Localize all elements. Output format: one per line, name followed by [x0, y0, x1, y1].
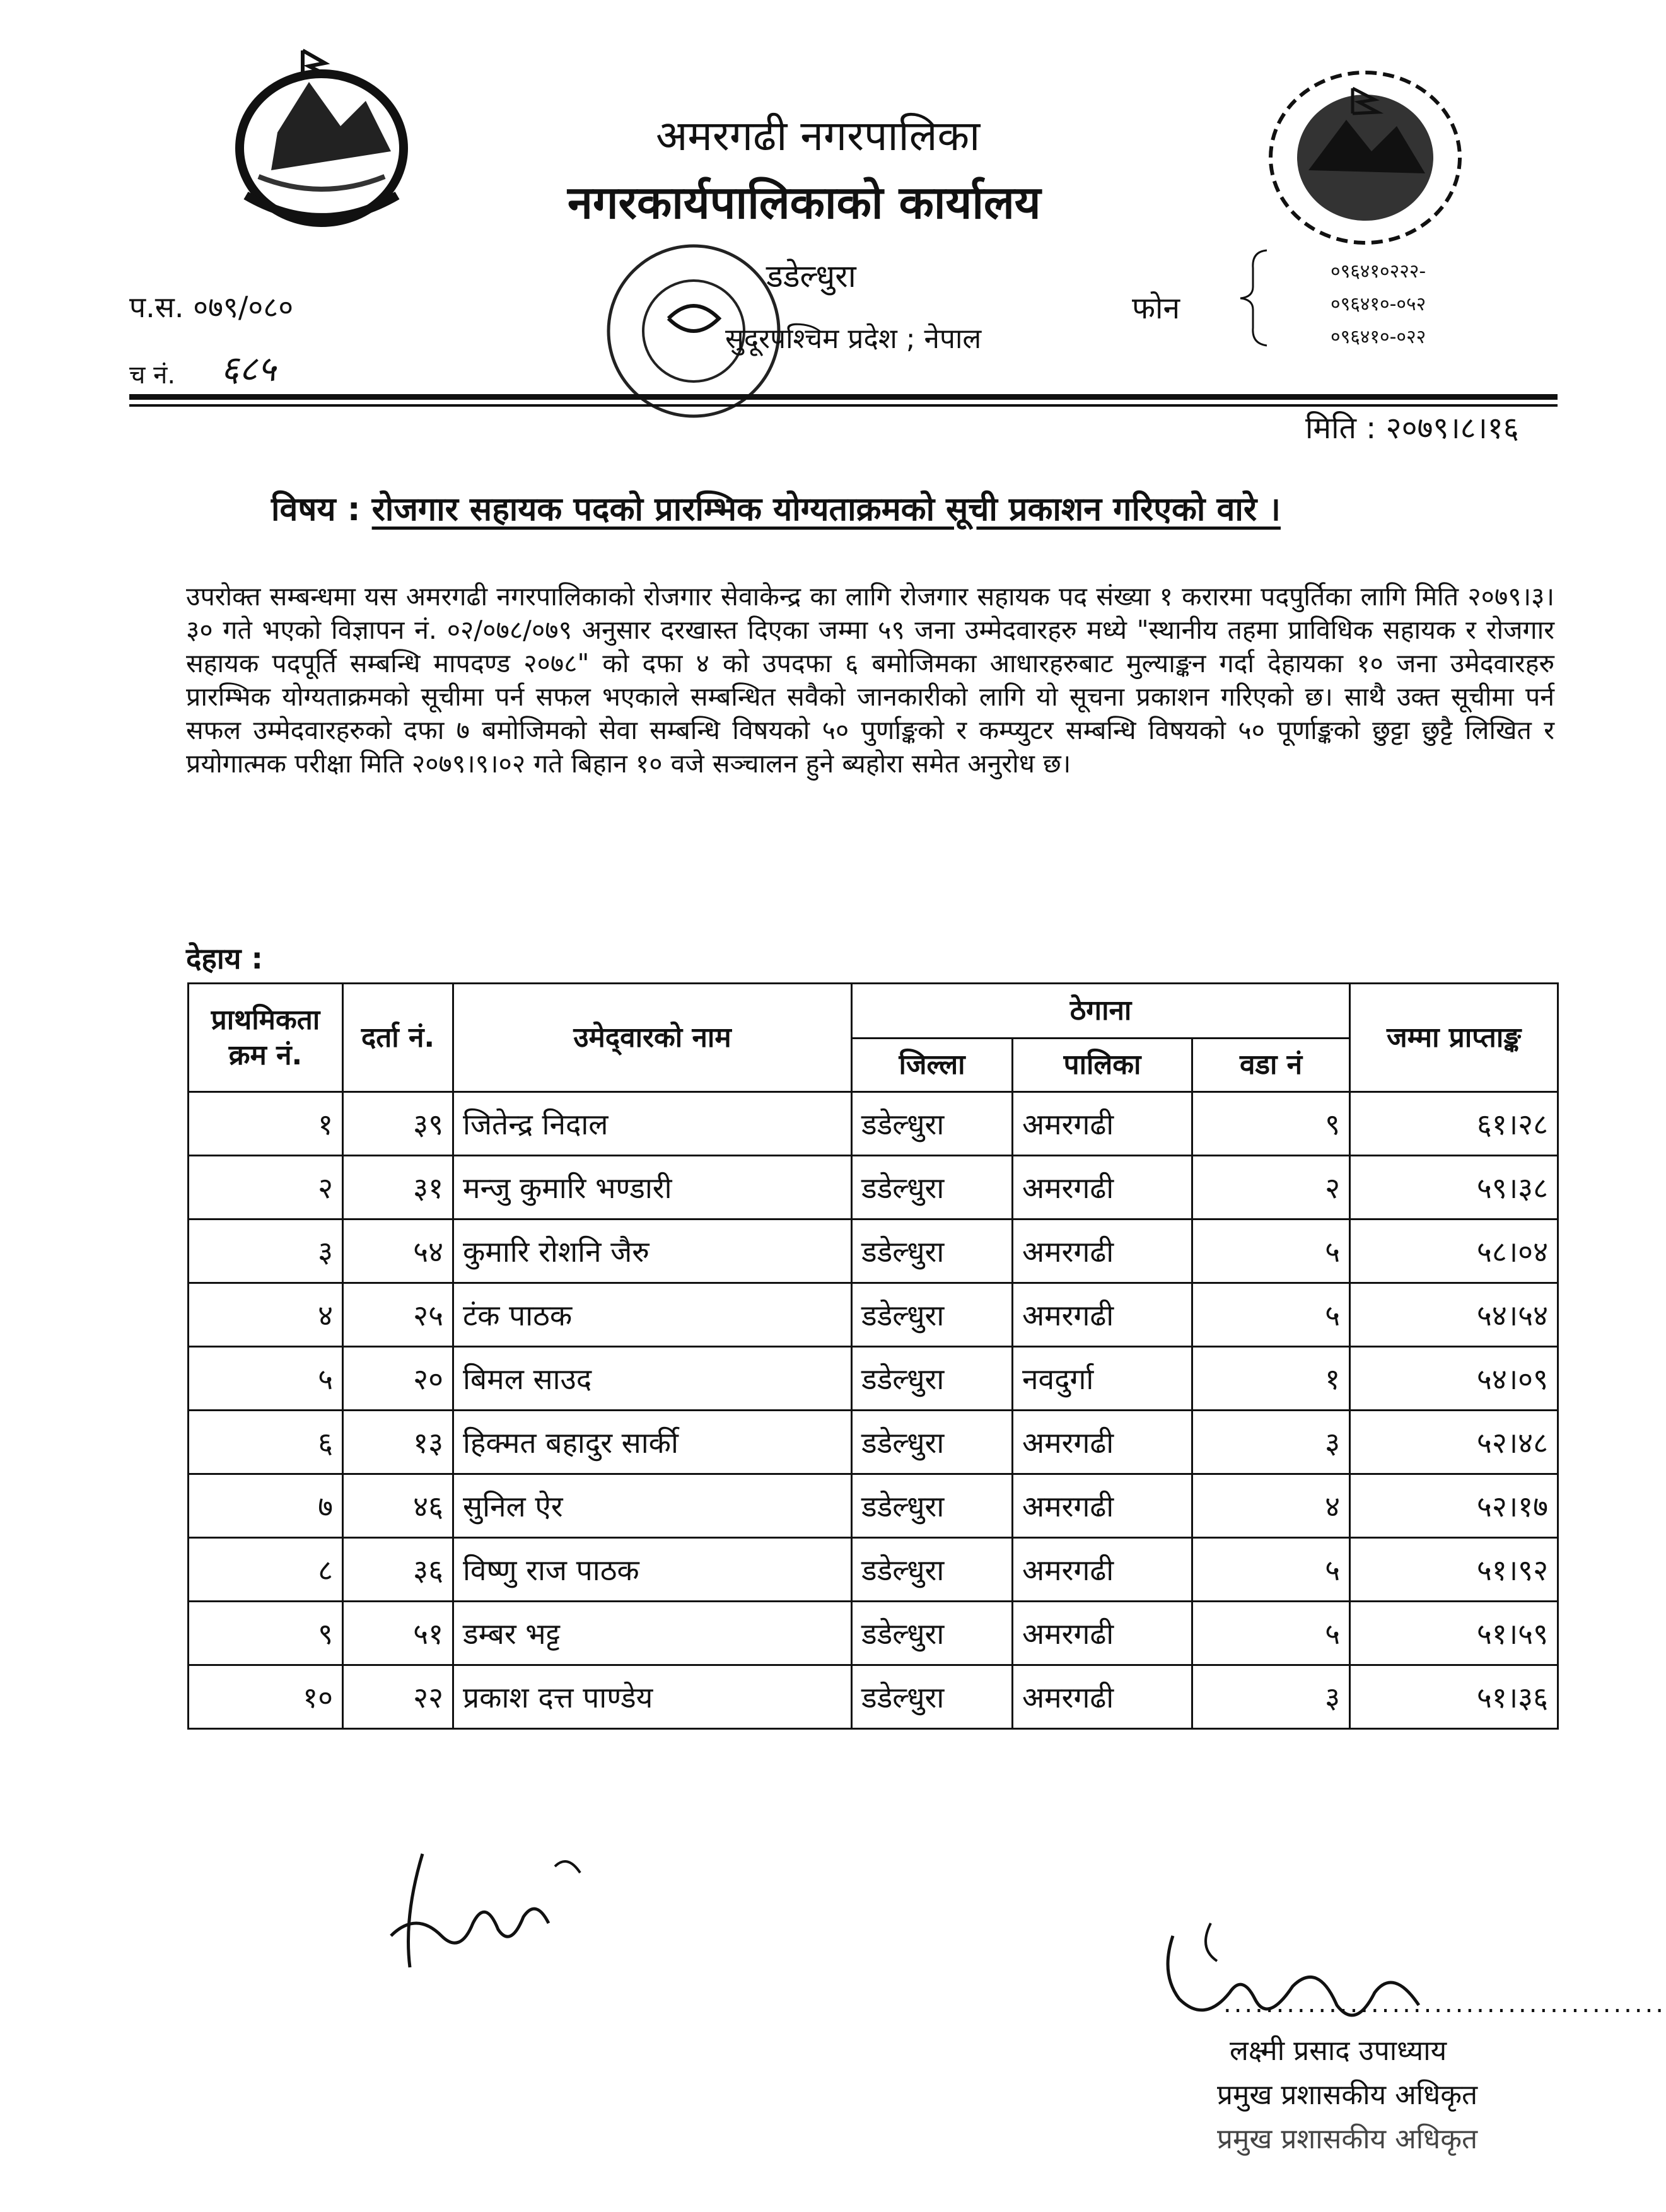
- cell-reg-no: २२: [343, 1665, 453, 1729]
- cell-district: डडेल्धुरा: [852, 1474, 1013, 1538]
- reference-number: प.स. ०७९/०८०: [129, 290, 294, 324]
- table-row: [189, 1538, 1558, 1602]
- header-total: जम्मा प्राप्ताङ्क: [1350, 984, 1558, 1092]
- cell-palika: अमरगढी: [1013, 1538, 1192, 1602]
- cell-rank: २: [189, 1156, 343, 1220]
- header-divider: [129, 394, 1558, 400]
- cell-reg-no: ३१: [343, 1156, 453, 1220]
- cell-rank: ७: [189, 1474, 343, 1538]
- cell-rank: ३: [189, 1220, 343, 1283]
- header-district: जिल्ला: [852, 1039, 1013, 1092]
- table-row: [189, 1283, 1558, 1347]
- municipality-seal-logo: [1258, 63, 1472, 252]
- brace-icon: [1239, 249, 1268, 347]
- cell-reg-no: ५१: [343, 1602, 453, 1665]
- cell-palika: अमरगढी: [1013, 1283, 1192, 1347]
- cell-ward: ५: [1192, 1602, 1350, 1665]
- cell-palika: अमरगढी: [1013, 1156, 1192, 1220]
- cell-name: कुमारि रोशनि जैरु: [453, 1220, 852, 1283]
- cell-district: डडेल्धुरा: [852, 1220, 1013, 1283]
- chalani-label: च नं.: [129, 361, 176, 390]
- cell-total: ५१।९२: [1350, 1538, 1558, 1602]
- signature-line: ..........................................: [1223, 1989, 1666, 2018]
- header-name: उमेद्‌वारको नाम: [453, 984, 852, 1092]
- table-row: [189, 1602, 1558, 1665]
- officer-stamp-title: प्रमुख प्रशासकीय अधिकृत: [1217, 2123, 1478, 2155]
- cell-ward: ३: [1192, 1411, 1350, 1474]
- subject-line: [271, 486, 1281, 530]
- table-row: [189, 1220, 1558, 1283]
- chalani-number: ६८५: [221, 349, 276, 390]
- municipality-name: अमरगढी नगरपालिका: [656, 112, 981, 160]
- district-name: डडेल्धुरा: [766, 258, 856, 294]
- cell-reg-no: ४६: [343, 1474, 453, 1538]
- cell-palika: अमरगढी: [1013, 1411, 1192, 1474]
- phone-label: फोन: [1132, 291, 1180, 326]
- cell-district: डडेल्धुरा: [852, 1538, 1013, 1602]
- subject-label: विषय :: [271, 491, 361, 528]
- cell-reg-no: ३९: [343, 1092, 453, 1156]
- cell-palika: अमरगढी: [1013, 1092, 1192, 1156]
- cell-rank: १०: [189, 1665, 343, 1729]
- left-signature: [366, 1841, 618, 1980]
- cell-district: डडेल्धुरा: [852, 1283, 1013, 1347]
- table-row: [189, 1411, 1558, 1474]
- nepal-emblem-logo: [208, 38, 435, 246]
- cell-district: डडेल्धुरा: [852, 1156, 1013, 1220]
- header-reg-no: दर्ता नं.: [343, 984, 453, 1092]
- cell-name: बिमल साउद: [453, 1347, 852, 1411]
- cell-total: ५१।५९: [1350, 1602, 1558, 1665]
- cell-rank: ५: [189, 1347, 343, 1411]
- cell-palika: अमरगढी: [1013, 1220, 1192, 1283]
- cell-district: डडेल्धुरा: [852, 1347, 1013, 1411]
- cell-ward: ५: [1192, 1283, 1350, 1347]
- cell-total: ५१।३६: [1350, 1665, 1558, 1729]
- office-name: नगरकार्यपालिकाको कार्यालय: [568, 176, 1041, 229]
- table-row: [189, 1665, 1558, 1729]
- phone-numbers: [1331, 255, 1426, 354]
- header-palika: पालिका: [1013, 1039, 1192, 1092]
- cell-district: डडेल्धुरा: [852, 1665, 1013, 1729]
- cell-reg-no: २०: [343, 1347, 453, 1411]
- cell-reg-no: १३: [343, 1411, 453, 1474]
- body-paragraph: उपरोक्त सम्बन्धमा यस अमरगढी नगरपालिकाको रोजगार सेवाकेन्द्र का लागि रोजगार सहायक पद संख्या १ करारमा पदपुर्तिका लागि मिति २०७९।३।३० गते भएको विज्ञापन नं. ०२/०७८/०७९ अनुसार दरखास्त दिएका जम्मा ५९ जना उम्मेदवारहरु मध्ये "स्थानीय तहमा प्राविधिक सहायक र रोजगार सहायक पदपूर्ति सम्बन्धि मापदण्ड २०७८" को दफा ४ को उपदफा ६ बमोजिमका आधारहरुबाट मुल्याङ्कन गर्दा देहायका १० जना उमेदवारहरु प्रारम्भिक योग्यताक्रमको सूचीमा पर्न सफल भएकाले सम्बन्धित सवैको जानकारीको लागि यो सूचना प्रकाशन गरिएको छ। साथै उक्त सूचीमा पर्न सफल उम्मेदवारहरुको दफा ७ बमोजिमको सेवा सम्बन्धि विषयको ५० पुर्णाङ्कको र कम्प्युटर सम्बन्धि विषयको ५० पूर्णाङ्कको छुट्टा छुट्टै लिखित र प्रयोगात्मक परीक्षा मिति २०७९।९।०२ गते बिहान १० वजे सञ्चालन हुने ब्यहोरा समेत अनुरोध छ।: [186, 581, 1554, 779]
- cell-rank: ४: [189, 1283, 343, 1347]
- cell-total: ५८।०४: [1350, 1220, 1558, 1283]
- cell-name: विष्णु राज पाठक: [453, 1538, 852, 1602]
- cell-district: डडेल्धुरा: [852, 1411, 1013, 1474]
- cell-rank: १: [189, 1092, 343, 1156]
- cell-total: ५४।०९: [1350, 1347, 1558, 1411]
- cell-district: डडेल्धुरा: [852, 1092, 1013, 1156]
- table-row: [189, 1092, 1558, 1156]
- cell-total: ५९।३८: [1350, 1156, 1558, 1220]
- cell-name: टंक पाठक: [453, 1283, 852, 1347]
- cell-name: हिक्मत बहादुर सार्की: [453, 1411, 852, 1474]
- cell-total: ६१।२८: [1350, 1092, 1558, 1156]
- table-row: [189, 1347, 1558, 1411]
- cell-total: ५४।५४: [1350, 1283, 1558, 1347]
- table-body: [189, 1092, 1558, 1729]
- phone-number: ०९६४१०२२२-: [1331, 260, 1426, 282]
- cell-ward: १: [1192, 1347, 1350, 1411]
- cell-palika: अमरगढी: [1013, 1602, 1192, 1665]
- phone-number: ०९६४१०-०२२: [1331, 326, 1426, 348]
- cell-palika: अमरगढी: [1013, 1474, 1192, 1538]
- cell-reg-no: २५: [343, 1283, 453, 1347]
- cell-name: मन्जु कुमारि भण्डारी: [453, 1156, 852, 1220]
- cell-name: सुनिल ऐर: [453, 1474, 852, 1538]
- header-address: ठेगाना: [852, 984, 1350, 1039]
- table-row: [189, 1156, 1558, 1220]
- cell-ward: ५: [1192, 1220, 1350, 1283]
- list-label: देहाय :: [186, 941, 263, 975]
- header-ward: वडा नं: [1192, 1039, 1350, 1092]
- cell-ward: २: [1192, 1156, 1350, 1220]
- cell-ward: ९: [1192, 1092, 1350, 1156]
- cell-ward: ३: [1192, 1665, 1350, 1729]
- header-rank: प्राथमिकता क्रम नं.: [189, 984, 343, 1092]
- cell-ward: ५: [1192, 1538, 1350, 1602]
- letter-date: मिति : २०७९।८।१६: [1305, 410, 1519, 446]
- cell-name: प्रकाश दत्त पाण्डेय: [453, 1665, 852, 1729]
- phone-number: ०९६४१०-०५२: [1331, 293, 1426, 315]
- cell-reg-no: ३६: [343, 1538, 453, 1602]
- cell-ward: ४: [1192, 1474, 1350, 1538]
- cell-name: डम्बर भट्ट: [453, 1602, 852, 1665]
- cell-total: ५२।१७: [1350, 1474, 1558, 1538]
- officer-name: लक्ष्मी प्रसाद उपाध्याय: [1230, 2035, 1447, 2067]
- cell-district: डडेल्धुरा: [852, 1602, 1013, 1665]
- cell-total: ५२।४८: [1350, 1411, 1558, 1474]
- cell-palika: नवदुर्गा: [1013, 1347, 1192, 1411]
- officer-title: प्रमुख प्रशासकीय अधिकृत: [1217, 2079, 1478, 2111]
- cell-name: जितेन्द्र निदाल: [453, 1092, 852, 1156]
- table-row: [189, 1474, 1558, 1538]
- candidate-table: [187, 982, 1557, 1730]
- cell-palika: अमरगढी: [1013, 1665, 1192, 1729]
- subject-text: रोजगार सहायक पदको प्रारम्भिक योग्यताक्रमको सूची प्रकाशन गरिएको वारे ।: [371, 491, 1281, 528]
- cell-reg-no: ५४: [343, 1220, 453, 1283]
- province-country: सुदूरपश्चिम प्रदेश ; नेपाल: [725, 323, 982, 355]
- cell-rank: ९: [189, 1602, 343, 1665]
- cell-rank: ६: [189, 1411, 343, 1474]
- cell-rank: ८: [189, 1538, 343, 1602]
